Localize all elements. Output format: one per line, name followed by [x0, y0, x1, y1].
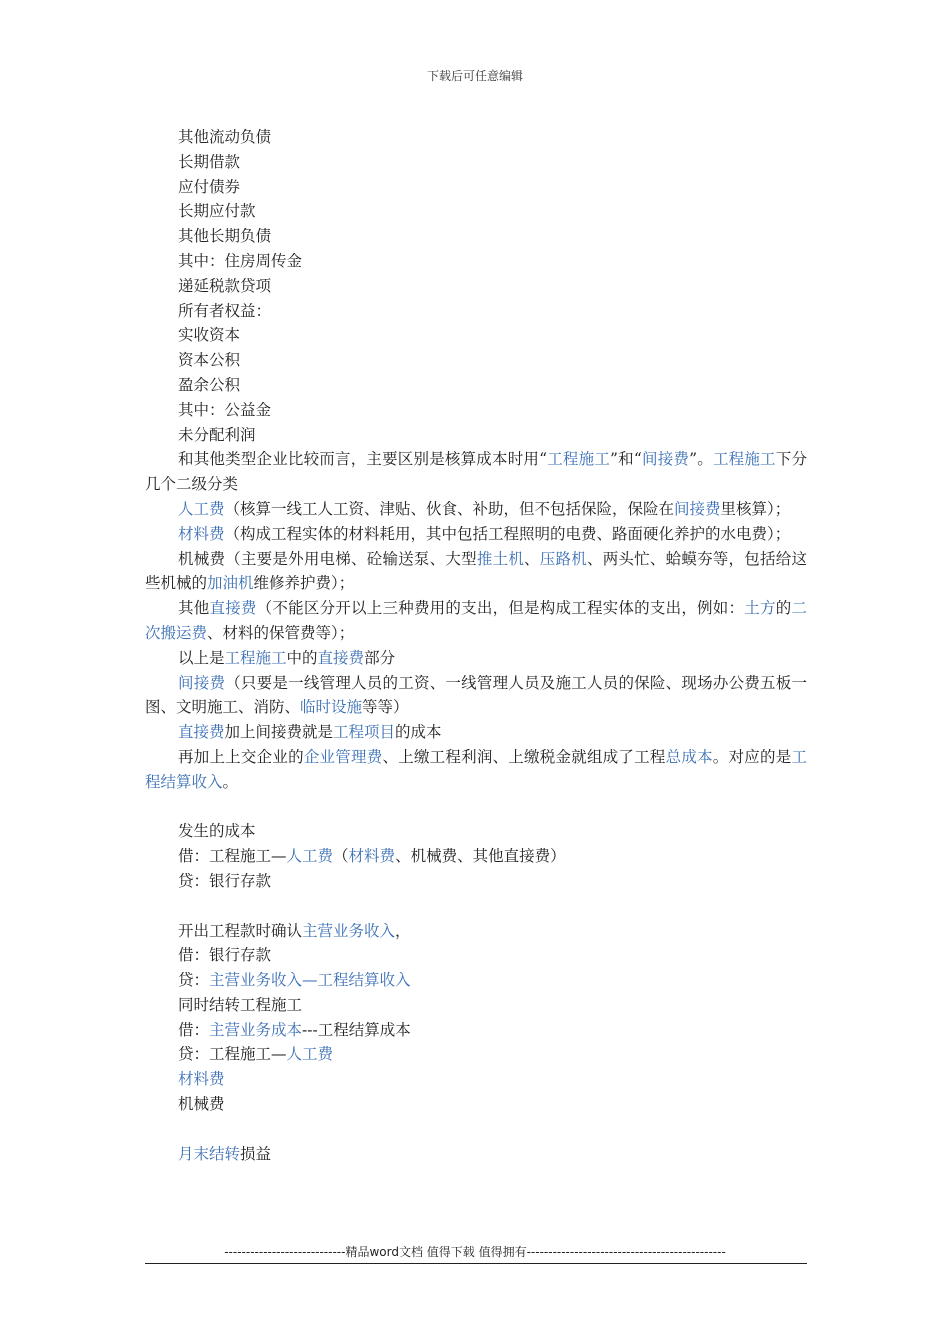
text-span: 的: [775, 599, 792, 618]
text-line: [145, 547, 807, 597]
text-line: [145, 596, 807, 646]
text-span: （只要是一线管理人员的工资、一线管理人员及施工人员的保险、现场办公费五板一图、文明施工、消防、: [145, 673, 807, 717]
text-span: 下分几个二级分类: [145, 450, 807, 494]
blank-line: [145, 1117, 807, 1142]
hyperlink[interactable]: 间接费: [641, 450, 690, 469]
text-span: （不能区分开以上三种费用的支出，但是构成工程实体的支出，例如：: [256, 599, 745, 618]
text-span: 实收资本: [178, 326, 241, 345]
text-span: 其中：住房周传金: [178, 251, 303, 270]
text-line: [145, 299, 807, 324]
text-line: [145, 447, 807, 497]
text-span: 其他流动负债: [178, 128, 272, 146]
hyperlink[interactable]: 工程施工: [712, 450, 776, 469]
text-span: 以上是: [178, 648, 225, 667]
hyperlink[interactable]: 人工费: [286, 1045, 334, 1064]
hyperlink[interactable]: 二次搬运费: [145, 599, 807, 642]
hyperlink[interactable]: 加油机: [207, 574, 254, 593]
text-line: [145, 1092, 807, 1117]
text-span: 的成本: [395, 723, 442, 742]
text-span: ”。: [689, 450, 713, 469]
page-footer: ----------------------------精品word文档 值得下载 值得拥有----------------------------------------------: [224, 1245, 726, 1259]
text-span: ---工程结算成本: [302, 1020, 411, 1039]
text-line: [145, 150, 807, 175]
hyperlink[interactable]: 直接费: [178, 723, 225, 742]
text-line: [145, 720, 807, 745]
text-span: 长期借款: [178, 152, 241, 171]
text-span: （: [333, 847, 349, 866]
text-span: 同时结转工程施工: [178, 995, 303, 1014]
hyperlink[interactable]: 主营业务收入: [302, 921, 396, 940]
text-span: 机械费（主要是外用电梯、砼输送泵、大型: [178, 549, 477, 568]
page-header: 下载后可任意编辑: [426, 69, 523, 83]
text-line: [145, 1142, 807, 1167]
hyperlink[interactable]: 材料费: [178, 524, 225, 543]
text-line: [145, 1067, 807, 1092]
text-line: [145, 745, 807, 795]
text-span: 其中：公益金: [178, 400, 272, 419]
text-span: 借：工程施工—: [178, 847, 287, 866]
text-span: 和其他类型企业比较而言，主要区别是核算成本时用“: [178, 450, 548, 469]
hyperlink[interactable]: 材料费: [348, 847, 396, 866]
text-line: [145, 993, 807, 1018]
hyperlink[interactable]: 人工费: [286, 847, 334, 866]
text-line: [145, 919, 807, 944]
text-span: 贷：银行存款: [178, 871, 272, 890]
text-line: [145, 423, 807, 448]
text-span: 贷：工程施工—: [178, 1045, 287, 1064]
text-span: 再加上上交企业的: [178, 747, 304, 766]
text-span: 发生的成本: [178, 822, 256, 841]
text-span: 、机械费、其他直接费）: [395, 847, 566, 866]
text-span: 所有者权益：: [178, 301, 272, 320]
text-line: [145, 175, 807, 200]
text-span: 应付债券: [178, 177, 241, 196]
text-line: [145, 249, 807, 274]
hyperlink[interactable]: 主营业务成本: [209, 1020, 303, 1039]
text-span: 资本公积: [178, 351, 241, 370]
hyperlink[interactable]: 材料费: [178, 1070, 225, 1089]
text-line: [145, 869, 807, 894]
blank-line: [145, 795, 807, 820]
text-span: 中的: [286, 648, 318, 667]
text-span: 盈余公积: [178, 375, 241, 394]
hyperlink[interactable]: 推土机: [476, 549, 525, 568]
text-line: [145, 1042, 807, 1067]
text-span: 机械费: [178, 1095, 225, 1114]
text-line: [145, 224, 807, 249]
hyperlink[interactable]: 工程施工: [547, 450, 611, 469]
text-line: [145, 199, 807, 224]
text-span: 其他: [178, 599, 210, 618]
document-body: [145, 125, 807, 1166]
text-span: 借：: [178, 1020, 210, 1039]
hyperlink[interactable]: 直接费: [317, 648, 365, 667]
hyperlink[interactable]: 企业管理费: [303, 747, 383, 766]
text-line: [145, 398, 807, 423]
text-span: ”和“: [610, 450, 642, 469]
hyperlink[interactable]: 直接费: [209, 599, 257, 618]
text-span: 开出工程款时确认: [178, 921, 303, 940]
text-line: [145, 497, 807, 522]
text-span: ，: [395, 921, 411, 940]
text-span: 。对应的是: [712, 747, 792, 766]
text-span: 贷：: [178, 971, 210, 990]
hyperlink[interactable]: 临时设施: [300, 698, 363, 717]
text-span: 加上间接费就是: [224, 723, 334, 742]
hyperlink[interactable]: 间接费: [178, 673, 226, 692]
hyperlink[interactable]: 工程项目: [333, 723, 396, 742]
text-span: 、上缴工程利润、上缴税金就组成了工程: [382, 747, 666, 766]
text-span: 长期应付款: [178, 202, 256, 221]
hyperlink[interactable]: 土方: [744, 599, 776, 618]
text-span: 部分: [364, 648, 396, 667]
hyperlink[interactable]: 月末结转: [178, 1144, 241, 1163]
text-line: [145, 522, 807, 547]
text-line: [145, 274, 807, 299]
hyperlink[interactable]: 人工费: [178, 499, 225, 518]
footer-rule: [145, 1263, 807, 1264]
text-span: 。: [222, 772, 239, 791]
text-span: 递延税款贷项: [178, 276, 272, 295]
text-span: 、: [524, 549, 540, 568]
text-span: 维修养护费）；: [253, 574, 355, 593]
text-line: [145, 348, 807, 373]
text-span: 未分配利润: [178, 425, 256, 444]
text-line: [145, 844, 807, 869]
text-line: [145, 819, 807, 844]
text-line: [145, 373, 807, 398]
hyperlink[interactable]: 工程施工: [224, 648, 287, 667]
text-span: （核算一线工人工资、津贴、伙食、补助，但不包括保险，保险在: [224, 499, 675, 518]
text-span: 、两头忙、蛤蟆夯等，包括给这些机械的: [145, 549, 807, 593]
text-span: （构成工程实体的材料耗用，其中包括工程照明的电费、路面硬化养护的水电费）；: [224, 524, 791, 543]
text-line: [145, 323, 807, 348]
text-span: 借：银行存款: [178, 946, 272, 965]
text-span: 里核算）；: [720, 499, 791, 518]
hyperlink[interactable]: 间接费: [674, 499, 721, 518]
hyperlink[interactable]: 压路机: [539, 549, 587, 568]
hyperlink[interactable]: 主营业务收入—工程结算收入: [209, 971, 411, 990]
text-line: [145, 671, 807, 721]
text-span: 损益: [240, 1144, 272, 1163]
text-line: [145, 968, 807, 993]
text-span: 、材料的保管费等）；: [207, 623, 355, 642]
blank-line: [145, 894, 807, 919]
text-line: [145, 943, 807, 968]
hyperlink[interactable]: 总成本: [665, 747, 713, 766]
text-span: 其他长期负债: [178, 227, 272, 246]
text-line: [145, 125, 807, 150]
text-line: [145, 646, 807, 671]
hyperlink[interactable]: 工程结算收入: [145, 747, 807, 791]
text-span: 等等）: [362, 698, 409, 717]
text-line: [145, 1018, 807, 1043]
